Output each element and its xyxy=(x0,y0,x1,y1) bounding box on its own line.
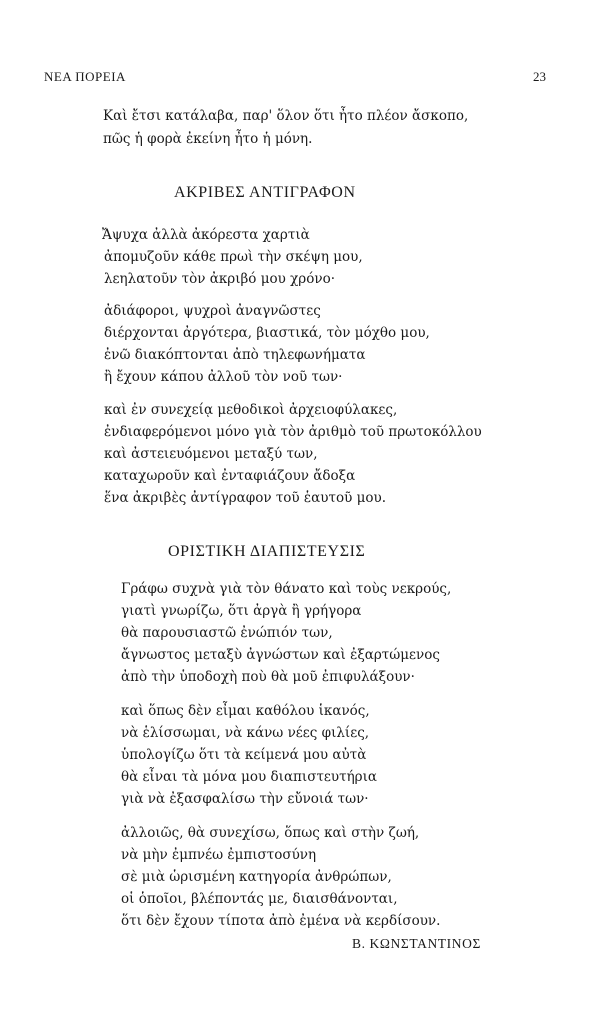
poem-title: ΑΚΡΙΒΕΣ ΑΝΤΙΓΡΑΦΟΝ xyxy=(174,184,356,201)
poem-line: λεηλατοῦν τὸν ἀκριβό μου χρόνο· xyxy=(104,271,335,287)
poem-line: θὰ παρουσιαστῶ ἐνώπιόν των, xyxy=(121,625,333,641)
poem-line: ἀπομυζοῦν κάθε πρωὶ τὴν σκέψη μου, xyxy=(104,249,363,265)
poem-line: οἱ ὁποῖοι, βλέποντάς με, διαισθάνονται, xyxy=(121,891,398,907)
poem-line: διέρχονται ἀργότερα, βιαστικά, τὸν μόχθο μου, xyxy=(104,325,430,341)
poem-line: γιατὶ γνωρίζω, ὅτι ἀργὰ ἢ γρήγορα xyxy=(121,603,362,619)
poem-line: ὑπολογίζω ὅτι τὰ κείμενά μου αὐτὰ xyxy=(121,747,367,763)
poem-line: Ἄψυχα ἀλλὰ ἀκόρεστα χαρτιὰ xyxy=(102,227,310,243)
page-number: 23 xyxy=(533,69,546,84)
poem-line: καταχωροῦν καὶ ἐνταφιάζουν ἄδοξα xyxy=(104,468,356,484)
poem-line: ἄγνωστος μεταξὺ ἀγνώστων καὶ ἐξαρτώμενος xyxy=(121,647,440,663)
poem-line: καὶ ἐν συνεχείᾳ μεθοδικοὶ ἀρχειοφύλακες, xyxy=(104,402,398,418)
poem-line: ἀπὸ τὴν ὑποδοχὴ ποὺ θὰ μοῦ ἐπιφυλάξουν· xyxy=(121,669,415,685)
author-signature: Β. ΚΩΝΣΤΑΝΤΙΝΟΣ xyxy=(352,936,481,951)
poem-line: θὰ εἶναι τὰ μόνα μου διαπιστευτήρια xyxy=(121,769,378,785)
poem-line: γιὰ νὰ ἐξασφαλίσω τὴν εὔνοιά των· xyxy=(121,791,369,807)
poem-line: ἀλλοιῶς, θὰ συνεχίσω, ὅπως καὶ στὴν ζωή, xyxy=(121,825,420,841)
poem-line: σὲ μιὰ ὡρισμένη κατηγορία ἀνθρώπων, xyxy=(121,869,392,885)
poem-line: νὰ ἑλίσσωμαι, νὰ κάνω νέες φιλίες, xyxy=(121,725,370,741)
poem-line: καὶ ἀστειευόμενοι μεταξύ των, xyxy=(104,446,318,462)
poem-line: Γράφω συχνὰ γιὰ τὸν θάνατο καὶ τοὺς νεκρούς, xyxy=(121,581,452,597)
poem-line: ἐνδιαφερόμενοι μόνο γιὰ τὸν ἀριθμὸ τοῦ πρωτοκόλλου xyxy=(104,424,482,440)
poem-line: ἕνα ἀκριβὲς ἀντίγραφον τοῦ ἑαυτοῦ μου. xyxy=(104,490,386,506)
running-header-title: ΝΕΑ ΠΟΡΕΙΑ xyxy=(44,69,126,84)
poem-line: ἢ ἔχουν κάπου ἀλλοῦ τὸν νοῦ των· xyxy=(104,369,343,385)
poem-line: ἀδιάφοροι, ψυχροὶ ἀναγνῶστες xyxy=(104,303,321,319)
poem-line: ἐνῶ διακόπτονται ἀπὸ τηλεφωνήματα xyxy=(104,347,366,363)
poem-line: καὶ ὅπως δὲν εἶμαι καθόλου ἱκανός, xyxy=(121,703,370,719)
poem-line: νὰ μὴν ἐμπνέω ἐμπιστοσύνη xyxy=(121,847,317,863)
prelude-line: Καὶ ἔτσι κατάλαβα, παρ' ὅλον ὅτι ἦτο πλέον ἄσκοπο, xyxy=(103,108,469,124)
poem-line: ὅτι δὲν ἔχουν τίποτα ἀπὸ ἐμένα νὰ κερδίσουν. xyxy=(121,913,441,929)
prelude-line: πῶς ἡ φορὰ ἐκείνη ἦτο ἡ μόνη. xyxy=(103,131,313,147)
poem-title: ΟΡΙΣΤΙΚΗ ΔΙΑΠΙΣΤΕΥΣΙΣ xyxy=(168,543,366,560)
